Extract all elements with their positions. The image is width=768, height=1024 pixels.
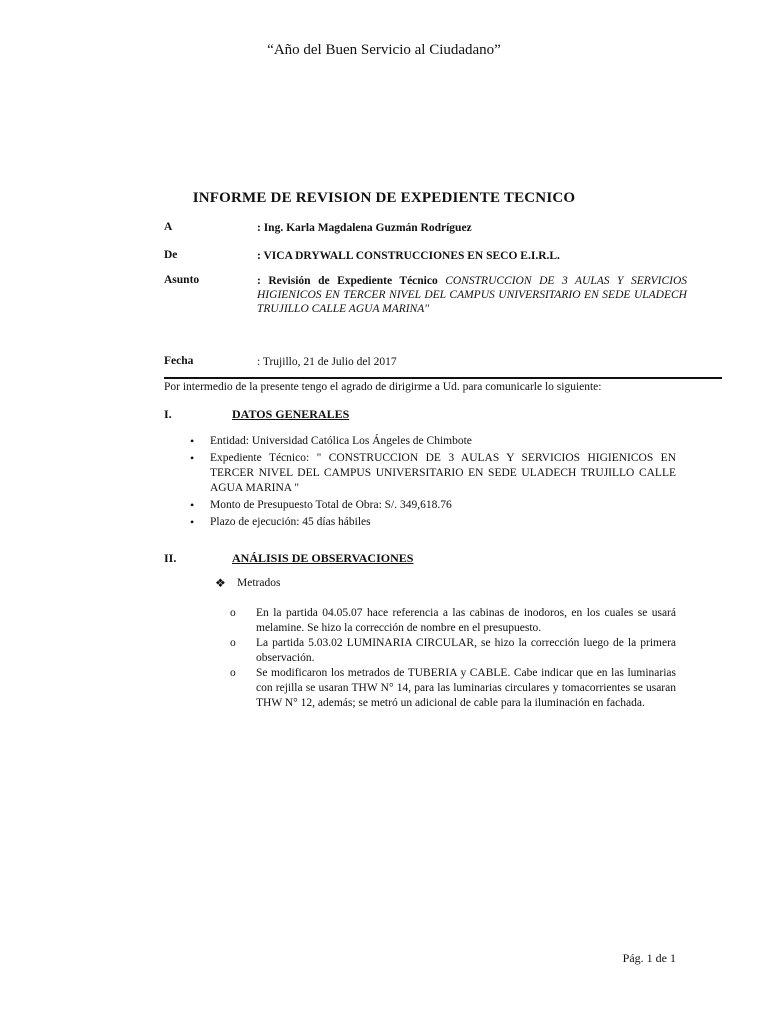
section-2-title: ANÁLISIS DE OBSERVACIONES <box>232 551 414 565</box>
observations-list <box>230 606 676 711</box>
meta-label-fecha: Fecha <box>164 355 194 367</box>
meta-value-a: : Ing. Karla Magdalena Guzmán Rodríguez <box>257 222 472 234</box>
meta-value-de: : VICA DRYWALL CONSTRUCCIONES EN SECO E.I.R.L. <box>257 250 560 262</box>
meta-value-fecha: : Trujillo, 21 de Julio del 2017 <box>257 356 397 368</box>
section-2-number: II. <box>164 551 177 565</box>
page-number: Pág. 1 de 1 <box>622 951 676 965</box>
metrados-label: Metrados <box>237 577 281 589</box>
meta-label-de: De <box>164 249 178 261</box>
list-item: • Plazo de ejecución: 45 días hábiles <box>190 515 676 530</box>
intro-text: Por intermedio de la presente tengo el agrado de dirigirme a Ud. para comunicarle lo siguiente: <box>164 381 602 393</box>
list-item: • Entidad: Universidad Católica Los Ángeles de Chimbote <box>190 434 676 449</box>
list-item: o Se modificaron los metrados de TUBERIA y CABLE. Cabe indicar que en las luminarias con rejilla se usaran THW N° 14, para las luminarias circulares y tomacorrientes se usaran THW N° 12, además; se metró un adicional de cable para la iluminación en fachada. <box>230 666 676 711</box>
list-item: • Monto de Presupuesto Total de Obra: S/. 349,618.76 <box>190 498 676 513</box>
meta-label-asunto: Asunto <box>164 274 200 286</box>
year-motto: “Año del Buen Servicio al Ciudadano” <box>267 42 501 58</box>
asunto-prefix: : Revisión de Expediente Técnico <box>257 275 438 287</box>
section-1-number: I. <box>164 407 172 421</box>
list-item: o En la partida 04.05.07 hace referencia a las cabinas de inodoros, en los cuales se usará melamine. Se hizo la corrección de nombre en el presupuesto. <box>230 606 676 636</box>
list-item: o La partida 5.03.02 LUMINARIA CIRCULAR, se hizo la corrección luego de la primera observación. <box>230 636 676 666</box>
document-title: INFORME DE REVISION DE EXPEDIENTE TECNICO <box>192 190 576 206</box>
list-item: • Expediente Técnico: " CONSTRUCCION DE 3 AULAS Y SERVICIOS HIGIENICOS EN TERCER NIVEL DEL CAMPUS UNIVERSITARIO EN SEDE ULADECH TRUJILLO CALLE AGUA MARINA " <box>190 451 676 496</box>
meta-label-a: A <box>164 221 173 233</box>
diamond-bullet-icon: ❖ <box>215 576 226 590</box>
meta-value-asunto <box>257 274 687 316</box>
general-data-list <box>190 434 676 532</box>
horizontal-rule <box>164 377 722 379</box>
section-1-title: DATOS GENERALES <box>232 407 350 421</box>
asunto-project: CONSTRUCCION DE 3 AULAS Y SERVICIOS HIGIENICOS EN TERCER NIVEL DEL CAMPUS UNIVERSITARIO EN SEDE ULADECH TRUJILLO CALLE AGUA MARINA" <box>257 275 687 315</box>
